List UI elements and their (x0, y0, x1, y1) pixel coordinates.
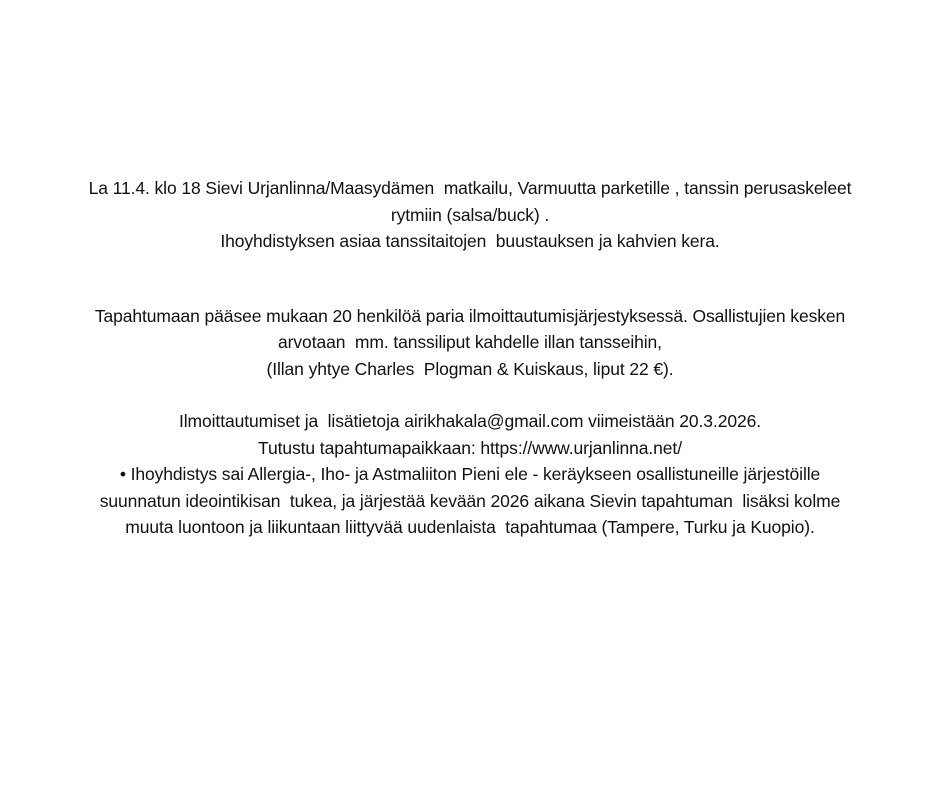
event-line-3: Ihoyhdistyksen asiaa tanssitaitojen buustauksen ja kahvien kera. (220, 231, 720, 251)
registration-paragraph (0, 408, 940, 461)
funding-paragraph (0, 461, 940, 541)
participation-line-3: (Illan yhtye Charles Plogman & Kuiskaus, liput 22 €). (266, 358, 674, 379)
funding-line-3: muuta luontoon ja liikuntaan liittyvää uudenlaista tapahtumaa (Tampere, Turku ja Kuopio). (125, 517, 815, 537)
paragraph-spacer (0, 255, 940, 303)
event-line-2: rytmiin (salsa/buck) . (390, 204, 550, 225)
participation-line-2: arvotaan mm. tanssiliput kahdelle illan tansseihin, (278, 332, 662, 352)
registration-line-1: Ilmoittautumiset ja lisätietoja airikhakala@gmail.com viimeistään 20.3.2026. (178, 411, 761, 431)
event-line-1: La 11.4. klo 18 Sievi Urjanlinna/Maasydämen matkailu, Varmuutta parketille , tanssin perusaskeleet (88, 178, 852, 198)
announcement-document (0, 175, 940, 541)
registration-line-2: Tutustu tapahtumapaikkaan: https://www.urjanlinna.net/ (258, 437, 682, 458)
paragraph-spacer (0, 382, 940, 408)
funding-line-2: suunnatun ideointikisan tukea, ja järjestää kevään 2026 aikana Sievin tapahtuman lisäksi kolme (99, 490, 841, 511)
participation-paragraph (0, 303, 940, 383)
funding-line-1: • Ihoyhdistys sai Allergia-, Iho- ja Astmaliiton Pieni ele - keräykseen osallistuneille järjestöille (119, 464, 821, 484)
participation-line-1: Tapahtumaan pääsee mukaan 20 henkilöä paria ilmoittautumisjärjestyksessä. Osallistujien kesken (94, 305, 846, 326)
event-paragraph (0, 175, 940, 255)
